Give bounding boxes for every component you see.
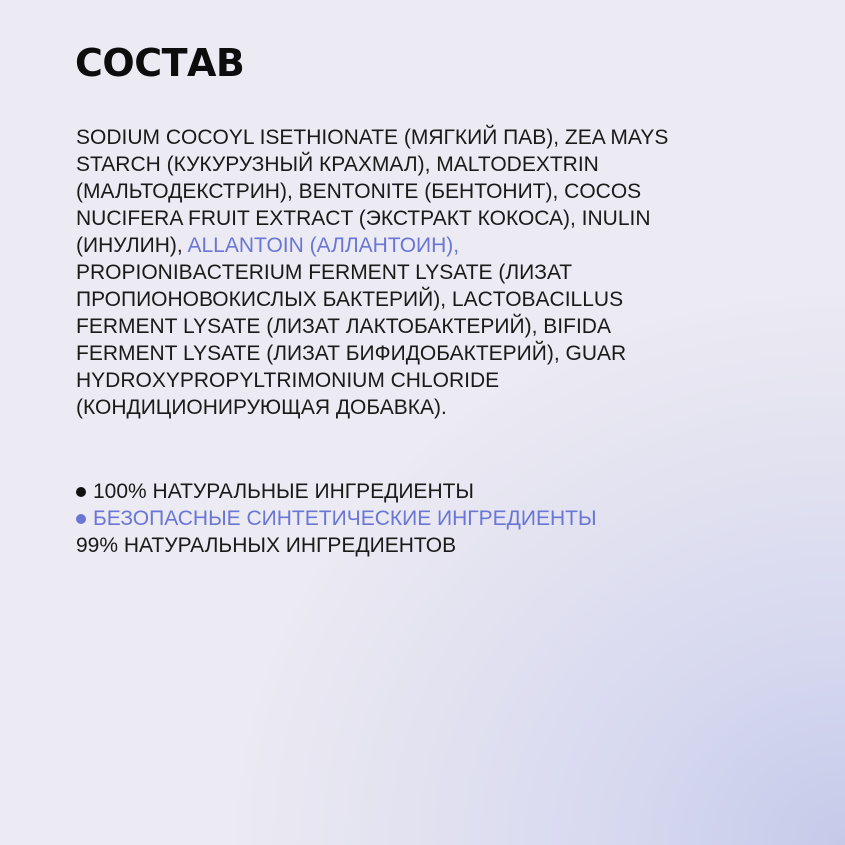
ingredients-highlight: ALLANTOIN (АЛЛАНТОИН), <box>187 234 460 257</box>
page-title: СОСТАВ <box>75 41 245 85</box>
ingredients-list <box>76 124 676 421</box>
black-dot-icon <box>76 487 86 497</box>
ingredients-text-part-2: PROPIONIBACTERIUM FERMENT LYSATE (ЛИЗАТ ПРОПИОНОВОКИСЛЫХ БАКТЕРИЙ), LACTOBACILLUS FERMENT LYSATE (ЛИЗАТ ЛАКТОБАКТЕРИЙ), BIFIDA FERMENT LYSATE (ЛИЗАТ БИФИДОБАКТЕРИЙ), GUAR HYDROXYPROPYLTRIMONIUM CHLORIDE (КОНДИЦИОНИРУЮЩАЯ ДОБАВКА). <box>76 261 627 419</box>
legend-label-natural: 100% НАТУРАЛЬНЫЕ ИНГРЕДИЕНТЫ <box>93 480 475 503</box>
blue-dot-icon <box>76 514 86 524</box>
legend-label-synthetic: БЕЗОПАСНЫЕ СИНТЕТИЧЕСКИЕ ИНГРЕДИЕНТЫ <box>93 507 597 530</box>
natural-percentage-summary: 99% НАТУРАЛЬНЫХ ИНГРЕДИЕНТОВ <box>76 534 457 557</box>
ingredient-legend <box>76 478 776 559</box>
legend-item-natural <box>76 478 776 505</box>
legend-summary <box>76 532 776 559</box>
ingredients-text-part-1: SODIUM COCOYL ISETHIONATE (МЯГКИЙ ПАВ), ZEA MAYS STARCH (КУКУРУЗНЫЙ КРАХМАЛ), MALTODEXTRIN (МАЛЬТОДЕКСТРИН), BENTONITE (БЕНТОНИТ), COCOS NUCIFERA FRUIT EXTRACT (ЭКСТРАКТ КОКОСА), INULIN (ИНУЛИН), <box>76 126 669 257</box>
legend-item-synthetic <box>76 505 776 532</box>
